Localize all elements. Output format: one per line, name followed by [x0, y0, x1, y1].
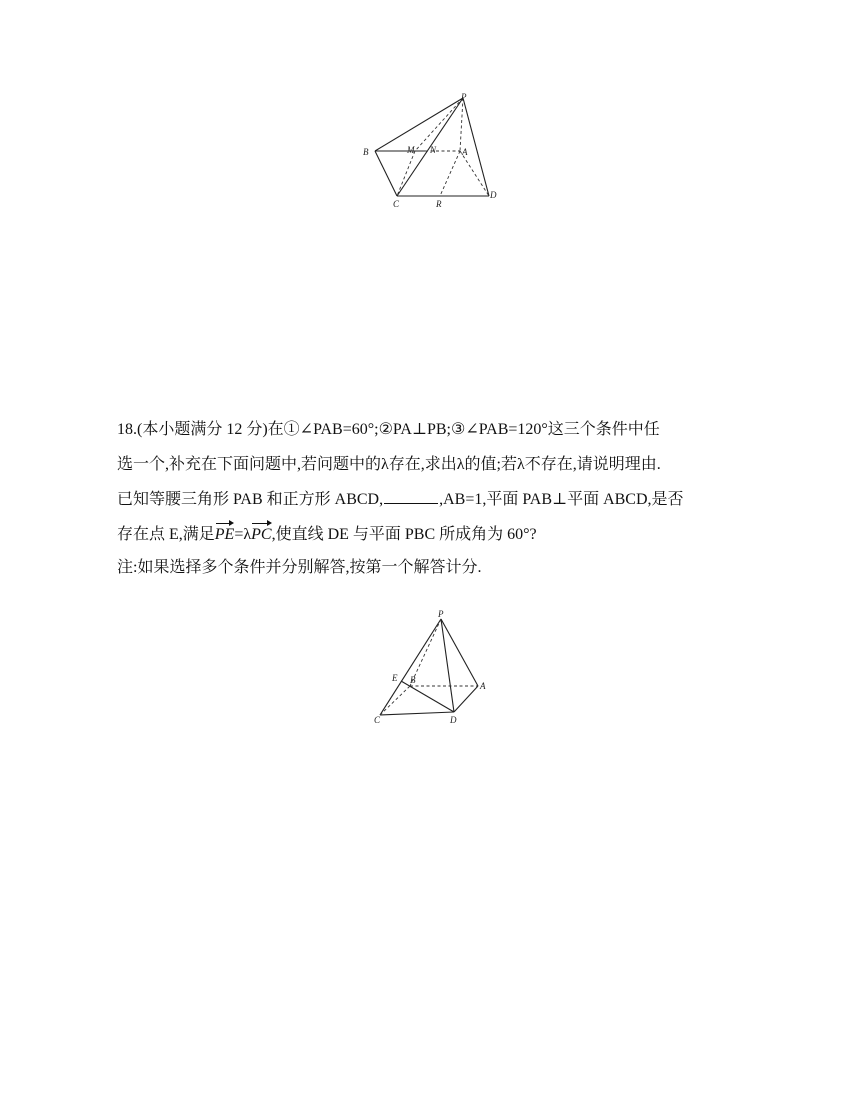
- line4-after: ,使直线 DE 与平面 PBC 所成角为 60°?: [271, 526, 537, 543]
- answer-blank[interactable]: [384, 490, 438, 504]
- edge-da: [454, 686, 478, 712]
- vector-pc: PC: [251, 517, 271, 552]
- vector-pe: PE: [215, 517, 235, 552]
- label-d: D: [490, 190, 497, 200]
- edge-pa-dashed: [460, 98, 463, 151]
- edge-cd: [380, 712, 454, 715]
- label-b: B: [363, 147, 369, 157]
- label-d: D: [450, 715, 457, 725]
- line4-before: 存在点 E,满足: [117, 526, 215, 543]
- problem-line-2: 选一个,补充在下面问题中,若问题中的λ存在,求出λ的值;若λ不存在,请说明理由.: [117, 456, 661, 473]
- label-p: P: [438, 609, 444, 619]
- problem-18: [117, 412, 757, 583]
- edge-pa: [441, 619, 478, 686]
- problem-line-3: [117, 482, 757, 517]
- edge-pc: [380, 619, 441, 715]
- line3-after: ,AB=1,平面 PAB⊥平面 ABCD,是否: [439, 491, 684, 508]
- edge-ad-dashed: [460, 151, 489, 196]
- label-c: C: [393, 199, 400, 209]
- problem-line-1: 18.(本小题满分 12 分)在①∠PAB=60°;②PA⊥PB;③∠PAB=120°这三个条件中任: [117, 421, 660, 438]
- edge-pm-dashed: [415, 98, 463, 151]
- label-p: P: [461, 92, 467, 102]
- edge-ar-dashed: [440, 151, 460, 196]
- line3-before: 已知等腰三角形 PAB 和正方形 ABCD,: [117, 491, 384, 508]
- label-r: R: [436, 199, 442, 209]
- label-n: N: [430, 145, 437, 155]
- edge-pd: [441, 619, 454, 712]
- problem-line-4: [117, 517, 757, 552]
- label-e: E: [392, 673, 398, 683]
- label-c: C: [374, 715, 381, 725]
- figure-pyramid-mnr: [360, 92, 505, 210]
- figure-pyramid-e-svg: [370, 609, 495, 729]
- edge-pb: [375, 98, 463, 151]
- label-a: A: [462, 147, 468, 157]
- label-b: B: [410, 675, 416, 685]
- edge-cb-dashed: [380, 686, 410, 715]
- label-m: M: [407, 145, 415, 155]
- label-a: A: [480, 681, 486, 691]
- figure-pyramid-e: [370, 609, 495, 729]
- equals-lambda: =λ: [234, 526, 252, 543]
- figure-pyramid-mnr-svg: [360, 92, 505, 210]
- edge-bc: [375, 151, 397, 196]
- problem-note: 注:如果选择多个条件并分别解答,按第一个解答计分.: [117, 559, 482, 576]
